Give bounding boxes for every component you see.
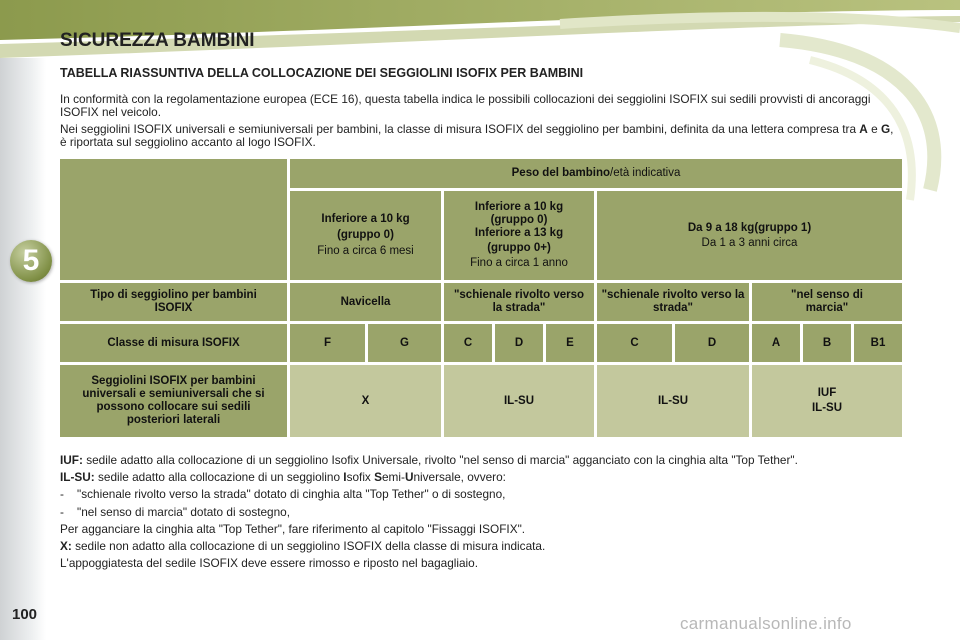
weight-header-bold: Peso del bambino bbox=[511, 167, 611, 179]
rear-value-group-1-rear: IL-SU bbox=[597, 365, 749, 437]
intro-p2-text: Nei seggiolini ISOFIX universali e semiuniversali per bambini, la classe di misura ISOFIX del seggiolino per bambini, definita da una lettera compresa tra bbox=[60, 122, 860, 136]
group-1-header bbox=[597, 191, 902, 280]
size-class-cell: B1 bbox=[854, 324, 902, 362]
intro-p2-and: e bbox=[867, 122, 881, 136]
group-0plus-title-1: Inferiore a 10 kg bbox=[474, 201, 564, 213]
note-top-tether: Per agganciare la cinghia alta "Top Tether", fare riferimento al capitolo "Fissaggi ISOFIX". bbox=[60, 521, 526, 536]
note-ilsu-u: U bbox=[404, 470, 414, 485]
note-iuf-label: IUF: bbox=[60, 453, 83, 467]
group-1-age: Da 1 a 3 anni circa bbox=[701, 236, 798, 249]
intro-paragraph-2 bbox=[60, 123, 902, 149]
rear-value-group-0plus: IL-SU bbox=[444, 365, 594, 437]
note-ilsu-niversale: niversale, ovvero: bbox=[413, 470, 506, 485]
weight-header-rest: /età indicativa bbox=[610, 167, 681, 179]
note-ilsu-sofix: sofix bbox=[346, 470, 375, 485]
watermark: carmanualsonline.info bbox=[680, 614, 852, 633]
note-ilsu-s: S bbox=[374, 470, 382, 485]
seat-type-rear-facing-1: "schienale rivolto verso la strada" bbox=[597, 283, 749, 321]
chapter-badge bbox=[10, 240, 52, 282]
note-iuf bbox=[60, 454, 902, 467]
weight-header bbox=[290, 159, 902, 188]
group-0plus-title-2: Inferiore a 13 kg bbox=[474, 227, 564, 239]
note-iuf-text: sedile adatto alla collocazione di un seggiolino Isofix Universale, rivolto "nel senso di marcia" agganciato con la cinghia alta "Top Tether". bbox=[82, 453, 798, 467]
group-1-title: Da 9 a 18 kg(gruppo 1) bbox=[687, 221, 812, 234]
note-x-label: X: bbox=[60, 539, 72, 554]
group-0-header bbox=[290, 191, 441, 280]
size-class-cell: A bbox=[752, 324, 800, 362]
section-title: SICUREZZA BAMBINI bbox=[60, 30, 255, 51]
group-0-age: Fino a circa 6 mesi bbox=[317, 245, 414, 257]
seat-type-forward-facing: "nel senso di marcia" bbox=[752, 283, 902, 321]
table-title: TABELLA RIASSUNTIVA DELLA COLLOCAZIONE DEI SEGGIOLINI ISOFIX PER BAMBINI bbox=[60, 66, 584, 80]
group-0plus-age: Fino a circa 1 anno bbox=[470, 257, 568, 269]
size-class-cell: G bbox=[368, 324, 441, 362]
note-ilsu-text: sedile adatto alla collocazione di un seggiolino bbox=[94, 470, 344, 485]
size-class-cell: F bbox=[290, 324, 365, 362]
intro-p2-tail: , è riportata sul seggiolino accanto al logo ISOFIX. bbox=[60, 122, 894, 149]
class-letter-a: A bbox=[859, 122, 868, 136]
seat-type-rear-facing-0plus: "schienale rivolto verso la strada" bbox=[444, 283, 594, 321]
rear-value-ilsu: IL-SU bbox=[811, 402, 843, 414]
group-0plus-header bbox=[444, 191, 594, 280]
legend-notes bbox=[60, 454, 902, 574]
rear-value-group-1-forward bbox=[752, 365, 902, 437]
class-letter-g: G bbox=[880, 122, 891, 136]
note-ilsu-i: I bbox=[343, 470, 347, 485]
note-x-text: sedile non adatto alla collocazione di un seggiolino ISOFIX della classe di misura indicata. bbox=[71, 539, 546, 554]
note-bullet-2: - "nel senso di marcia" dotato di sostegno, bbox=[60, 504, 291, 519]
note-bullet-1: - "schienale rivolto verso la strada" dotato di cinghia alta "Top Tether" o di sostegno, bbox=[60, 487, 506, 502]
rear-seats-label: Seggiolini ISOFIX per bambini universali e semiuniversali che si possono collocare sui sedili posteriori laterali bbox=[60, 365, 287, 437]
group-0plus-sub-2: (gruppo 0+) bbox=[487, 242, 551, 254]
size-class-cell: E bbox=[546, 324, 594, 362]
note-headrest: L'appoggiatesta del sedile ISOFIX deve essere rimosso e riposto nel bagagliaio. bbox=[60, 556, 479, 571]
size-class-cell: C bbox=[597, 324, 672, 362]
chapter-number: 5 bbox=[22, 244, 40, 277]
page-sidebar bbox=[0, 58, 46, 640]
note-x bbox=[60, 540, 902, 553]
note-ilsu-label: IL-SU: bbox=[60, 470, 95, 485]
group-0-sub: (gruppo 0) bbox=[337, 229, 394, 241]
rear-value-navicella: X bbox=[290, 365, 441, 437]
note-ilsu-emi: emi- bbox=[382, 470, 405, 485]
page-number: 100 bbox=[12, 606, 38, 623]
rear-value-iuf: IUF bbox=[817, 387, 837, 399]
note-ilsu bbox=[60, 471, 902, 484]
size-class-cell: D bbox=[495, 324, 543, 362]
size-class-label: Classe di misura ISOFIX bbox=[60, 324, 287, 362]
group-0plus-sub-1: (gruppo 0) bbox=[490, 214, 548, 226]
intro-paragraph-1: In conformità con la regolamentazione europea (ECE 16), questa tabella indica le possibili collocazioni dei seggiolini ISOFIX sui sedili provvisti di ancoraggi ISOFIX nel veicolo. bbox=[60, 92, 871, 119]
size-class-cell: D bbox=[675, 324, 749, 362]
group-0-title: Inferiore a 10 kg bbox=[321, 213, 410, 225]
size-class-cell: B bbox=[803, 324, 851, 362]
seat-type-navicella: Navicella bbox=[290, 283, 441, 321]
table-corner-cell bbox=[60, 159, 287, 280]
size-class-cell: C bbox=[444, 324, 492, 362]
intro-text bbox=[60, 93, 902, 153]
seat-type-label: Tipo di seggiolino per bambini ISOFIX bbox=[60, 283, 287, 321]
